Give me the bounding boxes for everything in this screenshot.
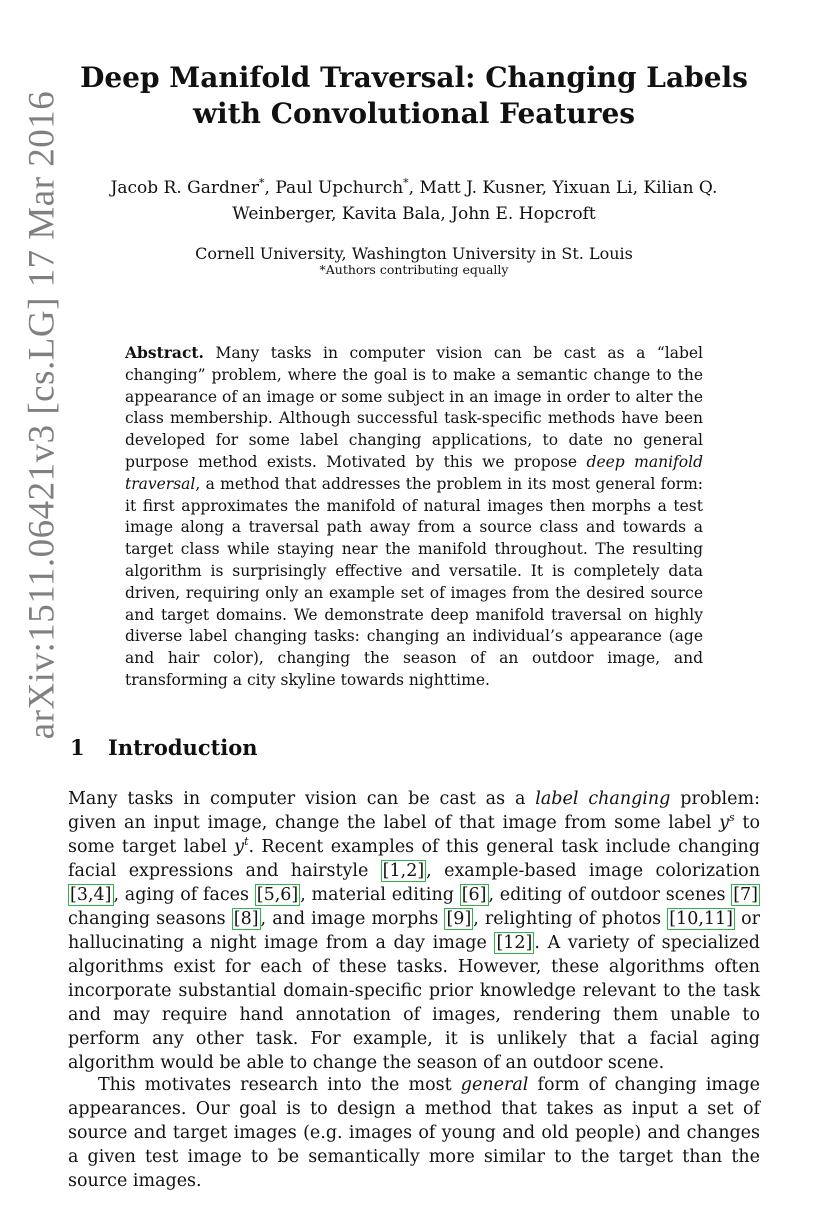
citation-link[interactable]: [1,2] [382, 861, 425, 881]
section-number: 1 [70, 735, 85, 760]
emphasis: y [719, 813, 730, 833]
author-list: Jacob R. Gardner*, Paul Upchurch*, Matt J. Kusner, Yixuan Li, Kilian Q. Weinberger, Kavita Bala, John E. Hopcroft [110, 176, 718, 224]
intro-paragraph-2 [68, 1073, 760, 1193]
emphasis: label changing [535, 789, 671, 809]
text-run: . Recent examples of this general task include changing facial expressions and hairstyle [68, 837, 761, 881]
math-superscript: s [729, 811, 735, 825]
text-run: , aging of faces [113, 885, 255, 905]
abstract-label: Abstract. [125, 343, 204, 362]
emphasis: y [234, 837, 245, 857]
author-name: Yixuan Li [552, 178, 633, 198]
text-run: . A variety of specialized algorithms exist for each of these tasks. However, these algorithms often incorporate substantial domain-specific prior knowledge relevant to the task and may require hand annotation of images, rendering them unable to perform any other task. For example, it is unlikely that a facial aging algorithm would be able to change the season of an outdoor scene. [68, 933, 760, 1073]
text-run: or hallucinating a night image from a day image [68, 909, 760, 953]
equal-contribution-mark: * [403, 176, 409, 190]
text-run: , and image morphs [260, 909, 445, 929]
abstract-text-part1: Many tasks in computer vision can be cast as a “label changing” problem, where the goal is to make a semantic change to the appearance of an image or some subject in an image in order to alter the class membership. Although successful task-specific methods have been developed for some label changing applications, to date no general purpose method exists. Motivated by this we propose [125, 344, 703, 471]
citation-link[interactable]: [8] [233, 909, 259, 929]
citation-link[interactable]: [3,4] [70, 885, 112, 905]
text-run: , material editing [300, 885, 460, 905]
author-name: Matt J. Kusner [419, 178, 542, 198]
abstract-text-part2: , a method that addresses the problem in its most general form: it first approximates the manifold of natural images then morphs a test image along a traversal path away from a source class and towards a target class while staying near the manifold throughout. The resulting algorithm is surprisingly effective and versatile. It is completely data driven, requiring only an example set of images from the desired source and target domains. We demonstrate deep manifold traversal on highly diverse label changing tasks: changing an individual’s appearance (age and hair color), changing the season of an outdoor image, and transforming a city skyline towards nighttime. [125, 474, 703, 689]
intro-paragraph-1 [68, 787, 760, 1075]
abstract-method-name: deep manifold traversal [125, 452, 703, 493]
author-name: John E. Hopcroft [451, 204, 596, 224]
affiliation: Cornell University, Washington University in St. Louis [195, 244, 633, 263]
emphasis: general [460, 1075, 529, 1095]
text-run: This motivates research into the most [98, 1075, 461, 1095]
text-run: , relighting of photos [473, 909, 668, 929]
citation-link[interactable]: [10,11] [669, 909, 733, 929]
text-run: changing seasons [68, 909, 232, 929]
author-name: Kavita Bala [341, 204, 441, 224]
citation-link[interactable]: [7] [733, 885, 759, 905]
paper-title: Deep Manifold Traversal: Changing Labels with Convolutional Features [80, 61, 748, 130]
citation-link[interactable]: [6] [461, 885, 487, 905]
citation-link[interactable]: [5,6] [256, 885, 299, 905]
arxiv-identifier-stamp: arXiv:1511.06421v3 [cs.LG] 17 Mar 2016 [21, 90, 63, 740]
text-run: form of changing image appearances. Our goal is to design a method that takes as input a set of source and target images (e.g. images of young and old people) and changes a given test image to be semantically more similar to the target than the source images. [68, 1075, 761, 1191]
text-run: Many tasks in computer vision can be cast as a [68, 789, 536, 809]
author-name: Jacob R. Gardner [110, 178, 260, 198]
text-run: , editing of outdoor scenes [488, 885, 732, 905]
citation-link[interactable]: [9] [446, 909, 472, 929]
citation-link[interactable]: [12] [496, 933, 533, 953]
text-run: to some target label [68, 813, 760, 857]
abstract [125, 342, 703, 692]
equal-contribution-mark: * [259, 176, 265, 190]
section-title: Introduction [108, 735, 258, 760]
equal-contribution-note: *Authors contributing equally [319, 262, 509, 277]
section-heading-introduction [70, 734, 258, 762]
author-name: Paul Upchurch [275, 178, 404, 198]
author-name: Kilian Q. Weinberger [232, 178, 718, 224]
text-run: problem: given an input image, change the label of that image from some label [68, 789, 760, 833]
math-superscript: t [244, 835, 249, 849]
text-run: , example-based image colorization [426, 861, 760, 881]
